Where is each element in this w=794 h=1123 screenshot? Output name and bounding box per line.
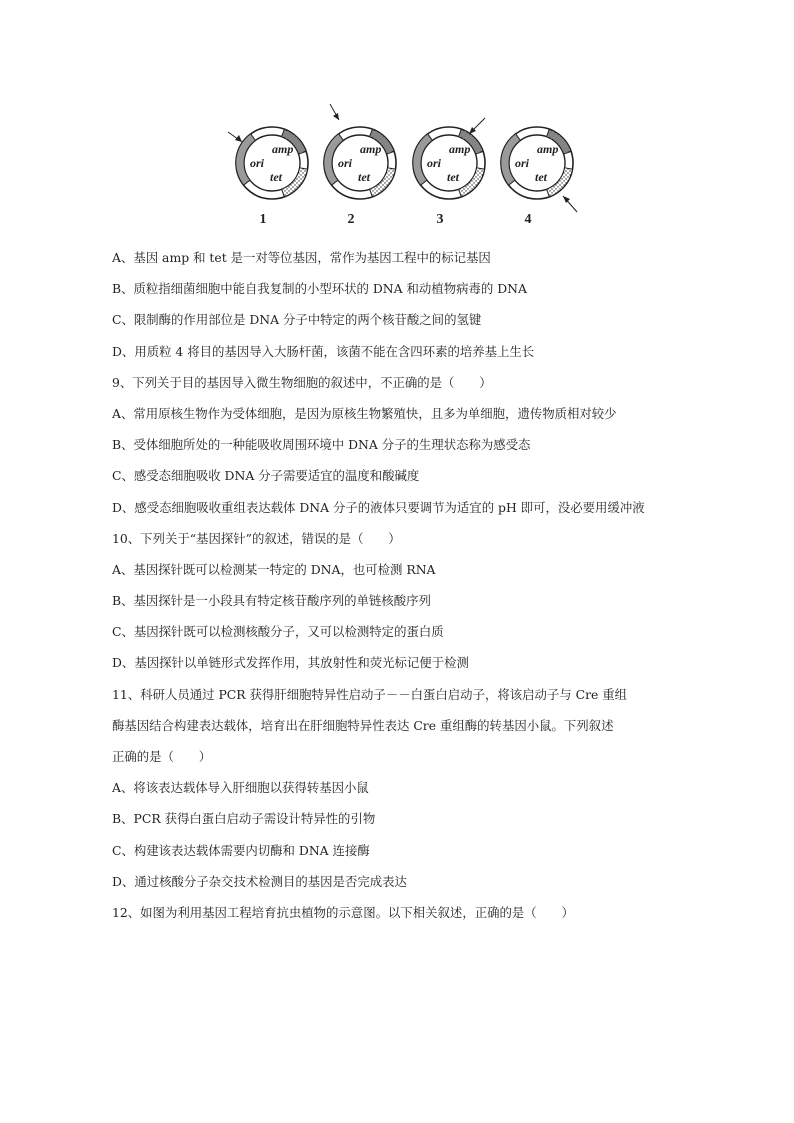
option-line: B、受体细胞所处的一种能吸收周围环境中 DNA 分子的生理状态称为感受态 (112, 437, 531, 453)
amp-label: amp (272, 142, 294, 156)
plasmid-2 (314, 108, 400, 234)
plasmid-4 (491, 108, 577, 234)
plasmid-number: 2 (347, 212, 355, 227)
amp-label: amp (537, 142, 559, 156)
amp-label: amp (449, 142, 471, 156)
option-line: D、用质粒 4 将目的基因导入大肠杆菌，该菌不能在含四环素的培养基上生长 (112, 343, 535, 359)
ori-label: ori (338, 156, 353, 170)
ori-label: ori (250, 156, 265, 170)
question-stem: 12、如图为利用基因工程培育抗虫植物的示意图。以下相关叙述，正确的是（ ） (112, 904, 574, 920)
option-line: C、基因探针既可以检测核酸分子，又可以检测特定的蛋白质 (112, 624, 444, 640)
option-line: D、基因探针以单链形式发挥作用，其放射性和荧光标记便于检测 (112, 655, 469, 671)
question-stem: 10、下列关于“基因探针”的叙述，错误的是（ ） (112, 530, 401, 546)
plasmid-number: 4 (524, 212, 532, 227)
question-text (112, 248, 692, 934)
question-stem: 11、科研人员通过 PCR 获得肝细胞特异性启动子－－白蛋白启动子，将该启动子与 Cre 重组 (112, 686, 628, 702)
tet-label: tet (270, 170, 282, 184)
tet-label: tet (358, 170, 370, 184)
option-line: B、质粒指细菌细胞中能自我复制的小型环状的 DNA 和动植物病毒的 DNA (112, 281, 527, 297)
option-line: A、常用原核生物作为受体细胞，是因为原核生物繁殖快，且多为单细胞，遗传物质相对较少 (112, 405, 617, 421)
option-line: A、将该表达载体导入肝细胞以获得转基因小鼠 (112, 780, 369, 796)
ori-label: ori (515, 156, 530, 170)
plasmid-3 (403, 108, 489, 234)
amp-label: amp (360, 142, 382, 156)
option-line: B、基因探针是一小段具有特定核苷酸序列的单链核酸序列 (112, 593, 431, 609)
option-line: B、PCR 获得白蛋白启动子需设计特异性的引物 (112, 811, 376, 827)
option-line: C、限制酶的作用部位是 DNA 分子中特定的两个核苷酸之间的氢键 (112, 312, 482, 328)
plasmid-number: 3 (436, 212, 444, 227)
option-line: A、基因 amp 和 tet 是一对等位基因，常作为基因工程中的标记基因 (112, 250, 491, 265)
ori-label: ori (427, 156, 442, 170)
option-line: C、构建该表达载体需要内切酶和 DNA 连接酶 (112, 842, 370, 858)
question-stem: 酶基因结合构建表达载体，培育出在肝细胞特异性表达 Cre 重组酶的转基因小鼠。下列叙述 (112, 717, 614, 733)
question-stem: 9、下列关于目的基因导入微生物细胞的叙述中，不正确的是（ ） (112, 374, 492, 390)
option-line: D、感受态细胞吸收重组表达载体 DNA 分子的液体只要调节为适宜的 pH 即可，没必要用缓冲液 (112, 499, 645, 515)
plasmid-number: 1 (259, 212, 267, 227)
tet-label: tet (535, 170, 547, 184)
question-stem: 正确的是（ ） (112, 749, 212, 764)
tet-label: tet (447, 170, 459, 184)
plasmid-1 (226, 108, 312, 234)
plasmid-figure (226, 108, 586, 234)
option-line: D、通过核酸分子杂交技术检测目的基因是否完成表达 (112, 873, 407, 889)
option-line: C、感受态细胞吸收 DNA 分子需要适宜的温度和酸碱度 (112, 468, 420, 484)
option-line: A、基因探针既可以检测某一特定的 DNA，也可检测 RNA (112, 561, 436, 577)
